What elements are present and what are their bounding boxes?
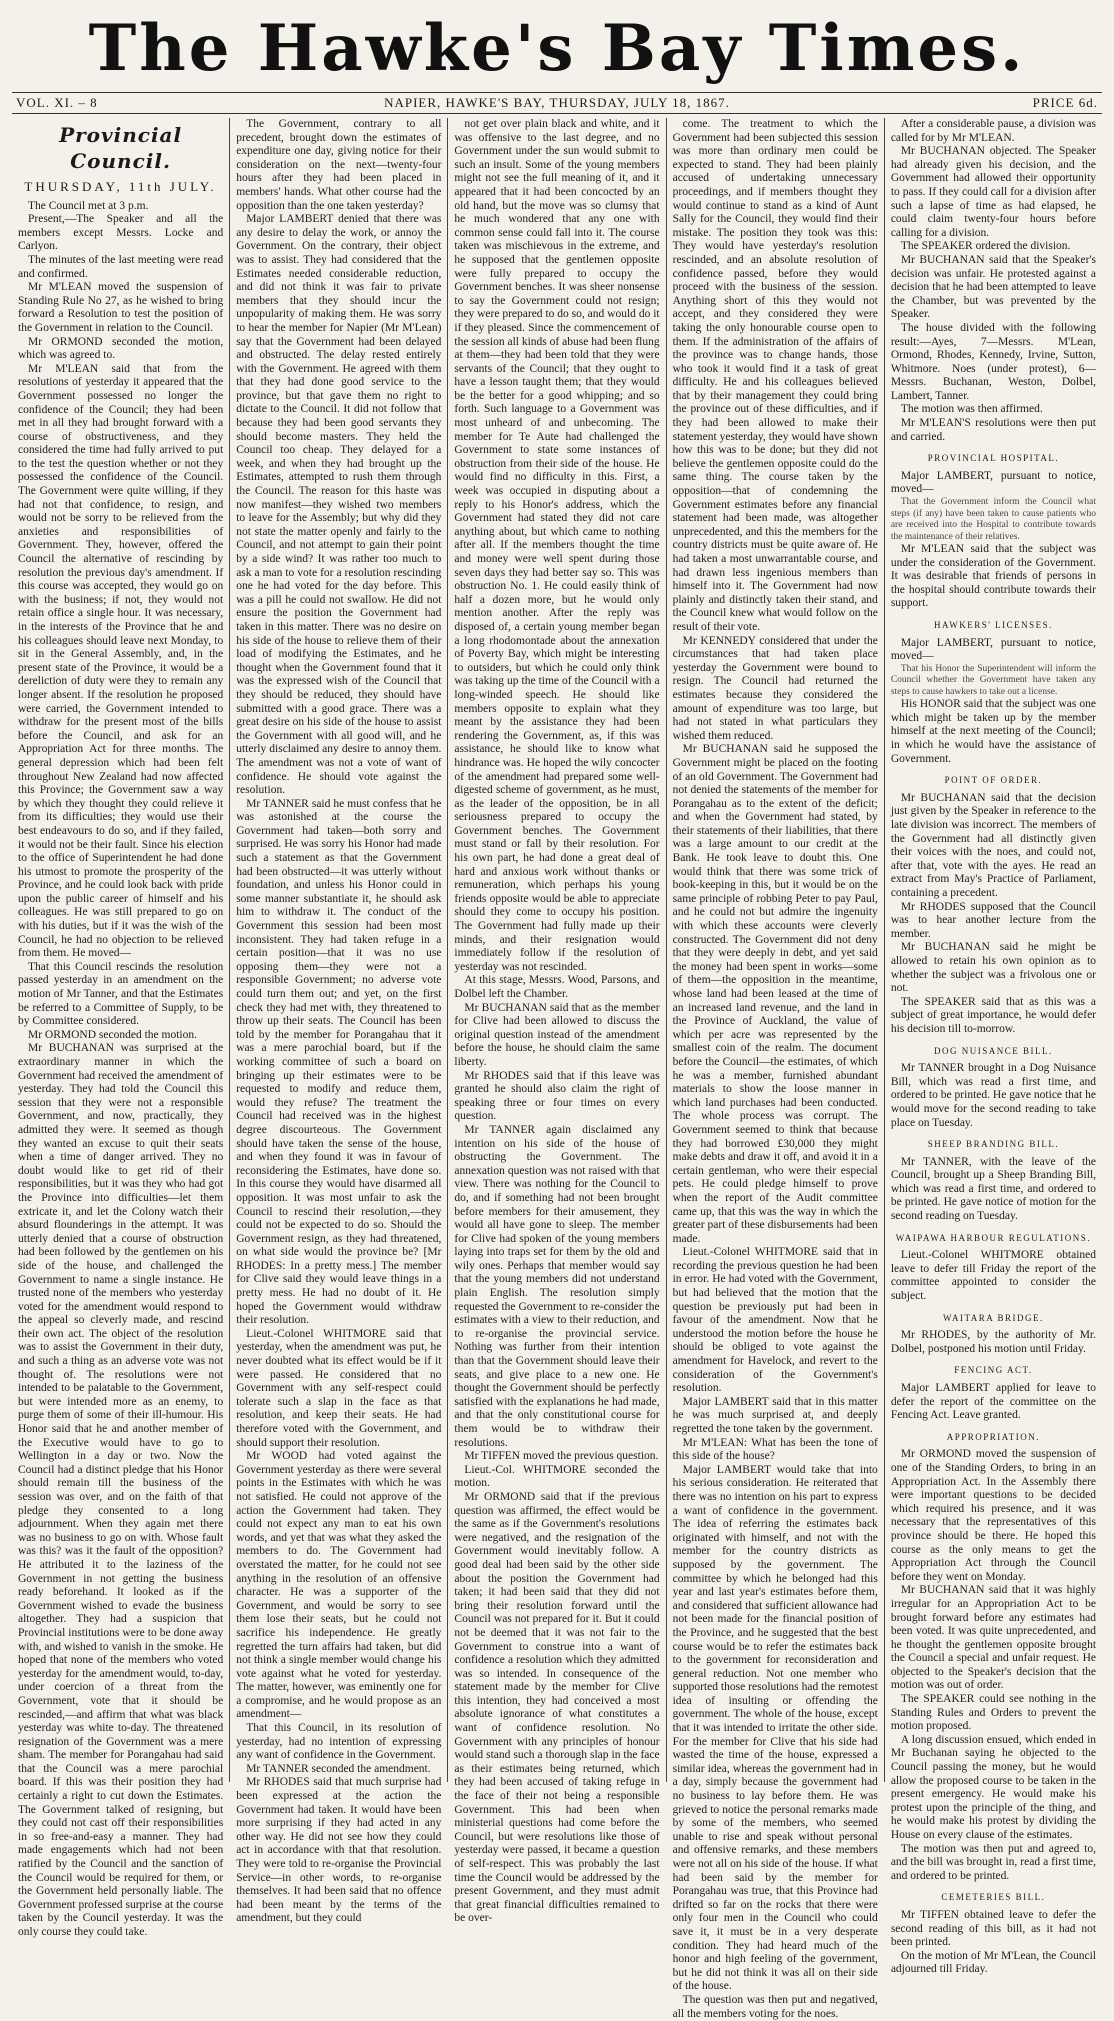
- paragraph: Mr RHODES supposed that the Council was to hear another lecture from the member.: [890, 900, 1097, 940]
- column-text: [891, 118, 1096, 1977]
- paragraph: Lieut.-Col. WHITMORE seconded the motion.: [454, 1463, 660, 1490]
- paragraph: Present,—The Speaker and all the members except Messrs. Locke and Carlyon.: [18, 213, 224, 253]
- paragraph: After a considerable pause, a division was called for by Mr M'LEAN.: [890, 118, 1097, 144]
- paragraph: Mr ORMOND moved the suspension of one of the Standing Orders, to bring in an Appropriation Act. In the Assembly there were important questions to be decided which required his presence, and it was necessary that the representatives of this province should be there. He hoped this course as the only means to get the Appropriation Act through the Council before they went on Monday.: [890, 1448, 1097, 1583]
- paragraph: The SPEAKER said that as this was a subject of great importance, he would defer his decision till to-morrow.: [890, 995, 1097, 1035]
- section-heading: FENCING ACT.: [954, 1365, 1033, 1376]
- paragraph: Major LAMBERT, pursuant to notice, moved—: [890, 469, 1097, 496]
- paragraph: The Government, contrary to all precedent, brought down the estimates of expenditure one day, giving notice for their consideration on the next—twenty-four hours after they had been placed in members' hands. What other course had the opposition than the one taken yesterday?: [236, 118, 442, 212]
- paragraph: Mr TANNER said he must confess that he was astonished at the course the Government had taken—both sorry and surprised. He was sorry his Honor had made such a statement as that the Government had been obstructed—it was utterly without foundation, and unless his Honor could in some manner substantiate it, he should ask him to withdraw it. The conduct of the Government this session had been most inconsistent. They had taken refuge in a certain position—that it was no use opposing them—they were not a responsible Government; no adverse vote could turn them out; and yet, on the first check they had met with, they threatened to throw up their seats. The Council has been told by the member for Porangahau that it was a mere parochial board, but if the working committee of such a board on bringing up their estimates were to be requested to modify and reduce them, would they refuse? The treatment the Council had received was in the highest degree discourteous. The Government should have taken the sense of the house, and when they found it was in favour of reconsidering the Estimates, have done so. In this course they would have disarmed all opposition. It was most unfair to ask the Council to rescind their resolution,—they could not be expected to do so. Should the Government resign, as they had threatened, on what side would the province be? [Mr RHODES: In a pretty mess.] The member for Clive said they would leave things in a pretty mess. He had no doubt of it. He hoped the Government would withdraw their resolution.: [236, 797, 442, 1327]
- price-label: PRICE 6d.: [1032, 95, 1098, 110]
- paragraph: The SPEAKER ordered the division.: [900, 240, 1071, 253]
- paragraph: Mr TANNER brought in a Dog Nuisance Bill, which was read a first time, and ordered to be printed. He gave notice that he would move for the second reading to take place on Tuesday.: [890, 1062, 1097, 1129]
- paragraph: Mr BUCHANAN said he supposed the Government might be placed on the footing of an old Government. The Government had not denied the statements of the member for Porangahau as to the extent of the deficit; and when the Government had stated, by their statements of their liabilities, that there was a large amount to our credit at the Bank. He took leave to doubt this. One would think that there was some trick of book-keeping in this, but it would be on the same principle of robbing Peter to pay Paul, and he could not but admire the ingenuity with which these accounts were cleverly constructed. The Government did not deny that they were deeply in debt, and yet said the money had been spent in works—some of them—the opposition in the meantime, whose land had been leased at the time of an increased land revenue, and the land in the Province of Auckland, the value of which per acre was represented by the smallest coin of the realm. The document before the Council—the estimates, of which he was a member, furnished abundant materials to show the loose manner in which land purchases had been conducted. The whole process was corrupt. The Government seemed to think that because they had borrowed £30,000 they might make debts and draw it off, and avoid it in a certain gentleman, who were their especial pets. He could pledge himself to prove when the report of the Audit committee came up, that this was the way in which the greater part of these disbursements had been made.: [672, 743, 878, 1245]
- section-heading: WAIPAWA HARBOUR REGULATIONS.: [895, 1232, 1092, 1243]
- column-text: [236, 118, 441, 1926]
- paragraph: Mr ORMOND seconded the motion, which was agreed to.: [18, 335, 224, 362]
- paragraph: On the motion of Mr M'Lean, the Council adjourned till Friday.: [890, 1949, 1097, 1976]
- motion-text: That his Honor the Superintendent will inform the Council whether the Government have taken any steps to cause hawkers to take out a license.: [890, 663, 1097, 697]
- motion-text: That the Government inform the Council what steps (if any) have been taken to cause patients who are received into the Hospital to contribute towards the maintenance of their relatives.: [890, 497, 1097, 542]
- paragraph: Lieut.-Colonel WHITMORE said that yesterday, when the amendment was put, he never doubted what its effect would be if it were passed. He considered that no Government with any self-respect could tolerate such a slap in the face as that resolution, and keep their seats. He had therefore voted with the Government, and should support their resolution.: [236, 1327, 442, 1449]
- paragraph: Major LAMBERT would take that into his serious consideration. He reiterated that there was no intention on his part to express a want of confidence in the government. The idea of referring the estimates back originated with himself, and not with the member for the country districts as supposed by the government. The committee by which he belonged had this year and last year's estimates before them, and considered that sufficient allowance had not been made for the financial position of the Province, and he suggested that the best course would be to refer the estimates back to the government for reconsideration and general reduction. Not one member who supported those resolutions had the remotest idea of insulting or offending the government. The whole of the house, except that it was intended to irritate the other side. For the member for Clive that his side had wasted the time of the house, expressed a similar idea, whereas the government had in a day, simply because the government had no business to lay before them. He was grieved to notice the personal remarks made by some of the members, who seemed unable to rise and speak without personal and offensive remarks, and these members were not all on his side of the house. If what had been said by the member for Porangahau was true, that this Province had drifted so far on the rocks that there were only four men in the Council who could save it, it must be in a very desperate condition. They had heard much of the honor and high feeling of the government, but he did not think it was all on their side of the house.: [672, 1463, 878, 1993]
- paragraph: Mr RHODES said that much surprise had been expressed at the action the Government had taken. It would have been more surprising if they had acted in any other way. He did not see how they could act in accordance with that that resolution. They were told to re-organise the Provincial Service—in other words, to re-organise themselves. It had been said that no offence had been meant by the terms of the amendment, but they could: [236, 1776, 442, 1925]
- section-heading: CEMETERIES BILL.: [941, 1892, 1046, 1903]
- volume-number: VOL. XI. – 8: [16, 95, 98, 110]
- column-2: [230, 118, 448, 1925]
- paragraph: Mr TIFFEN moved the previous question.: [464, 1450, 659, 1463]
- paragraph: Mr TANNER, with the leave of the Council, brought up a Sheep Branding Bill, which was read a first time, and ordered to be printed. He gave notice of motion for the second reading on Tuesday.: [890, 1155, 1097, 1223]
- column-4: [667, 118, 885, 2020]
- paragraph: Lieut.-Colonel WHITMORE said that in recording the previous question he had been in error. He had voted with the Government, but had believed that the motion that the question be previously put had been in favour of the amendment. Now that he understood the motion before the house he should be obliged to vote against the amendment for Havelock, and revert to the consideration of the Government's resolution.: [672, 1246, 878, 1395]
- paragraph: The Council met at 3 p.m.: [28, 199, 149, 212]
- paragraph: Mr M'LEAN said that from the resolutions of yesterday it appeared that the Government possessed no longer the confidence of the Council; they had been met in all they had brought forward with a course of obstructiveness, and they considered the time had fully arrived to put to the test the question whether or not they possessed the confidence of the Council. The Government were quite willing, if they had not that confidence, to resign, and would not be sorry to be relieved from the anxieties and responsibilities of Government. They, however, offered the Council the alternative of rescinding by resolution the previous day's amendment. If this course was accepted, they would go on with the business; if not, they would not retain office a single hour. It was necessary, in the interests of the Province that he and his colleagues should leave next Monday, to sit in the General Assembly, and, in the present state of the Province, it would be a dereliction of duty were they to remain any longer absent. If the resolution he proposed were carried, the Government intended to withdraw for the present most of the bills before the Council, and ask for an Appropriation Act for three months. The general depression which had been felt throughout New Zealand had now affected this Province; the Government saw a way by which they thought they could relieve it from its difficulties; they would use their best endeavours to do so, and if they failed, it would not be their fault. Since his election to the office of Superintendent he had done his utmost to promote the prosperity of the Province, and he could look back with pride upon the public career of himself and his colleagues. He was still prepared to go on with his duties, but if it was the wish of the Council, he had no objection to be relieved from them. He moved—: [18, 362, 224, 960]
- paragraph: Mr WOOD had voted against the Government yesterday as there were several points in the Estimates with which he was not satisfied. He could not approve of the action the Government had taken. They could not expect any man to eat his own words, and yet that was what they asked the members to do. The Government had overstated the matter, for he could not see anything in the resolution of an offensive character. He was a supporter of the Government, and would be sorry to see them lose their seats, but he could not sacrifice his independence. He greatly regretted the turn affairs had taken, but did not think a single member would change his vote against what he voted for yesterday. The matter, however, was eminently one for a compromise, and he would propose as an amendment—: [236, 1450, 442, 1721]
- column-text: [454, 118, 659, 1926]
- section-heading: DOG NUISANCE BILL.: [934, 1045, 1053, 1056]
- paragraph: Lieut.-Colonel WHITMORE obtained leave to defer till Friday the report of the committee appointed to consider the subject.: [890, 1249, 1097, 1303]
- paragraph: Mr BUCHANAN said that as the member for Clive had been allowed to discuss the original question instead of the amendment before the house, he should claim the same liberty.: [454, 1001, 660, 1068]
- paragraph: Mr ORMOND said that if the previous question was affirmed, the effect would be the same as if the Government's resolutions were negatived, and the resignation of the Government would inevitably follow. A good deal had been said by the other side about the position the Government had taken; it had been said that they did not bring their resolution forward until the Council was not prepared for it. But it could not be deemed that it was not fair to the Government to construe into a want of confidence a resolution which they admitted was so intended. In consequence of the statement made by the member for Clive this intention, they had conceived a most absolute ignorance of what constitutes a want of confidence resolution. No Government with any principles of honour would stand such a thorough slap in the face as their estimates being returned, which they had been accused of taking refuge in the face of their not being a responsible Government. This had been when ministerial questions had come before the Council, but were resolutions like those of yesterday were passed, it became a question of self-respect. This was probably the last time the Council would be addressed by the present Government, and they must admit that great financial difficulties remained to be over-: [454, 1490, 660, 1925]
- dateline-bar: [12, 92, 1102, 114]
- paragraph: His HONOR said that the subject was one which might be taken up by the member himself at the next meeting of the Council; in which he would have the assistance of Government.: [890, 698, 1097, 765]
- paragraph: Mr M'LEAN'S resolutions were then put and carried.: [890, 417, 1097, 443]
- section-heading: WAITARA BRIDGE.: [943, 1312, 1044, 1323]
- paragraph: That this Council, in its resolution of yesterday, had no intention of expressing any want of confidence in the Government.: [236, 1722, 442, 1762]
- paragraph: Mr TIFFEN obtained leave to defer the second reading of this bill, as it had not been printed.: [890, 1908, 1097, 1949]
- article-columns: [12, 118, 1102, 2020]
- paragraph: come. The treatment to which the Government had been subjected this session was more than ordinary men could be expected to stand. They had been plainly accused of undertaking unnecessary proceedings, and if members thought they would continue to stand as a kind of Aunt Sally for the Council, they would find their mistake. The position they took was this: They would have yesterday's resolution rescinded, and an absolute resolution of confidence passed, before they would proceed with the business of the session. Anything short of this they would not accept, and they considered they were taking the only honourable course open to them. If the administration of the affairs of the province was to change hands, those who took it would find it a task of great difficulty. He and his colleagues believed that by their management they could bring the province out of these difficulties, and if they had been allowed to make their statement yesterday, they would have shown how this was to be done; but they did not believe the gentlemen opposite could do the same thing. The course taken by the opposition—that of condemning the Government estimates before any financial statement had been made, was altogether unprecedented, and this the members for the country districts must be quite aware of. He had taken a most unwarrantable course, and had drawn less ingenious members than himself into it. The Government had now plainly and distinctly taken their stand, and the Council knew what would follow on the result of their vote.: [672, 118, 878, 633]
- paragraph: Mr M'LEAN said that the subject was under the consideration of the Government. It was desirable that friends of persons in the hospital should contribute towards their support.: [890, 543, 1097, 610]
- session-date: THURSDAY, 11th JULY.: [24, 179, 217, 194]
- paragraph: Mr RHODES said that if this leave was granted he should also claim the right of speaking three or four times on every question.: [454, 1069, 660, 1123]
- column-text: [673, 118, 878, 2021]
- column-3: [448, 118, 666, 1925]
- paragraph: not get over plain black and white, and it was offensive to the last degree, and no Government under the sun would submit to such an insult. Some of the young members might not see the full meaning of it, and it appeared that it had been concocted by an old hand, but the move was so clumsy that he much wondered that any one with common sense could fall into it. The course taken was mischievous in the extreme, and he supposed that the gentlemen opposite were fully prepared to occupy the Government benches. It was sheer nonsense to say the Government could not resign; they were prepared to do so, and would do it if they pleased. Since the commencement of the session all kinds of abuse had been flung at them—they had been told that they were servants of the Council; that they ought to have a lesson taught them; that they would be the better for a good whipping; and so forth. Such language to a Government was most unheard of and unbecoming. The member for Te Aute had challenged the Government to state some instances of obstruction from their side of the house. He would find no difficulty in this. First, a week was occupied in disputing about a reply to his Honor's address, which the Government had stated they did not care anything about, but which came to nothing after all. If the members thought the time and money were well spent during those seven days they had better say so. This was obstruction No. 1. He could easily think of half a dozen more, but he would only mention another. After the reply was disposed of, a certain young member began a long rhodomontade about the annexation of Poverty Bay, which might be interesting to outsiders, but which he could only think was taking up the time of the Council with a long-winded speech. He should like members opposite to explain what they meant by the assistance they had been rendering the Government, as, if this was assistance, he should like to know what hindrance was. He hoped the wily concocter of the amendment had prepared some well-digested scheme of government, as he must, as the leader of the opposition, be in all seriousness prepared to occupy the Government benches. The Government must stand or fall by their resolution. For his own part, he had done a great deal of hard and anxious work without thanks or remuneration, which perhaps his young friends opposite would be able to appreciate should they come to occupy his position. The Government had fully made up their minds, and their resignation would immediately follow if the resolution of yesterday was not rescinded.: [454, 118, 660, 973]
- newspaper-masthead: The Hawke's Bay Times.: [88, 11, 1026, 86]
- paragraph: The motion was then affirmed.: [900, 403, 1043, 416]
- paragraph: Mr TANNER seconded the amendment.: [246, 1762, 431, 1775]
- paragraph: The minutes of the last meeting were read and confirmed.: [18, 253, 224, 280]
- section-heading: SHEEP BRANDING BILL.: [927, 1139, 1060, 1150]
- paragraph: Mr BUCHANAN said he might be allowed to retain his own opinion as to whether the subject was a frivolous one or not.: [890, 941, 1097, 995]
- paragraph: Mr BUCHANAN said that the Speaker's decision was unfair. He protested against a decision that he had been attempted to leave the Chamber, but was prevented by the Speaker.: [890, 253, 1097, 321]
- paragraph: The house divided with the following result:—Ayes, 7—Messrs. M'Lean, Ormond, Rhodes, Kennedy, Irvine, Sutton, Whitmore. Noes (under protest), 6—Messrs. Buchanan, Weston, Dolbel, Lambert, Tanner.: [890, 321, 1097, 402]
- paragraph: Mr TANNER again disclaimed any intention on his side of the house of obstructing the Government. The annexation question was not raised with that view. There was nothing for the Council to do, and if something had not been brought before members for their amusement, they would all have gone to sleep. The member for Clive had spoken of the young members laying into traps set for them by the old and wily ones. Perhaps that member would say that the young members did not understand plain English. The resolution simply requested the Government to re-consider the estimates with a view to their reduction, and to re-organise the provincial service. Nothing was further from their intention than that the Government should leave their seats, and give place to a new one. He thought the Government should be perfectly satisfied with the explanations he had made, and that the only constitutional course for them would be to withdraw their resolutions.: [454, 1123, 660, 1449]
- paragraph: The question was then put and negatived, all the members voting for the noes.: [672, 1993, 878, 2020]
- dateline-text: NAPIER, HAWKE'S BAY, THURSDAY, JULY 18, 1867.: [384, 95, 730, 110]
- paragraph: A long discussion ensued, which ended in Mr Buchanan saying he objected to the Council passing the money, but he would allow the proposed course to be taken in the present emergency. He would make his protest upon the principle of the thing, and he would make his protest by dividing the House on every clause of the estimates.: [890, 1733, 1097, 1841]
- article-heading: Provincial Council.: [59, 123, 183, 173]
- paragraph: Major LAMBERT applied for leave to defer the report of the committee on the Fencing Act. Leave granted.: [890, 1382, 1097, 1422]
- paragraph: Mr ORMOND seconded the motion.: [28, 1028, 197, 1041]
- column-5: [885, 118, 1102, 1976]
- paragraph: Mr RHODES, by the authority of Mr. Dolbel, postponed his motion until Friday.: [890, 1329, 1097, 1355]
- section-heading: PROVINCIAL HOSPITAL.: [927, 453, 1060, 464]
- section-heading: HAWKERS' LICENSES.: [933, 620, 1053, 630]
- paragraph: Mr KENNEDY considered that under the circumstances that had taken place yesterday the Government were bound to resign. The Council had returned the estimates because they considered the amount of expenditure was too large, but had not stated in what particulars they wished them reduced.: [672, 634, 878, 742]
- section-heading: APPROPRIATION.: [946, 1431, 1041, 1442]
- paragraph: Major LAMBERT, pursuant to notice, moved—: [890, 636, 1097, 663]
- paragraph: Mr BUCHANAN said that the decision just given by the Speaker in reference to the late division was incorrect. The members of the Government had all distinctly given their voices with the noes, and could not, after that, vote with the ayes. He read an extract from May's Practice of Parliament, containing a precedent.: [890, 791, 1097, 899]
- paragraph: Major LAMBERT said that in this matter he was much surprised at, and deeply regretted the tone taken by the government.: [672, 1395, 878, 1435]
- paragraph: The motion was then put and agreed to, and the bill was brought in, read a first time, and ordered to be printed.: [890, 1842, 1097, 1882]
- paragraph: Mr BUCHANAN objected. The Speaker had already given his decision, and the Government had allowed their opportunity to pass. If they could call for a division after such a lapse of time as had elapsed, he could claim twenty-four hours before calling for a division.: [890, 145, 1097, 239]
- paragraph: Major LAMBERT denied that there was any desire to delay the work, or annoy the Government. On the contrary, their object was to assist. They had considered that the Estimates needed considerable reduction, and did not think it was fair to private members that they should incur the unpopularity of making them. He was sorry to hear the member for Napier (Mr M'Lean) say that the Government had been delayed and obstructed. The delay rested entirely with the Government. He agreed with them that they had done good service to the province, but that gave them no right to dictate to the Council. It did not follow that because they had been good servants they should become masters. They held the Council too cheap. They delayed for a week, and when they had brought up the Estimates, attempted to rush them through the Council. The reason for this haste was now manifest—they wished two members to leave for the Assembly; but why did they not state the matter openly and fairly to the Council, and not attempt to gain their point by a side wind? It was rather too much to ask a man to vote for a resolution rescinding one he had voted for the day before. This was a pill he could not swallow. He did not ensure the position the Government had taken in this matter. There was no desire on his side of the house to relieve them of their load of modifying the Estimates, and he thought when the Government found that it was the expressed wish of the Council that they should be reduced, they should have submitted with a good grace. There was a great desire on his side of the house to assist the Government with all good will, and he utterly disclaimed any desire to annoy them. The amendment was not a vote of want of confidence. He should vote against the resolution.: [236, 213, 442, 797]
- column-1: [12, 118, 230, 1938]
- paragraph: Mr BUCHANAN was surprised at the extraordinary manner in which the Government had received the amendment of yesterday. They had told the Council this session that they were not a responsible Government, and now, practically, they admitted they were. It seemed as though they wanted an excuse to quit their seats when a time of danger arrived. They no doubt would like to get rid of their responsibilities, but it was they who had got the Province into difficulties—let them extricate it, and let the Colony watch their absurd flounderings in the attempt. It was utterly denied that a course of obstruction had been followed by the gentlemen on his side of the house, and challenged the Government to name a single instance. He trusted none of the members who yesterday voted for the amendment would respond to the appeal so cleverly made, and rescind their own act. The object of the resolution was to assist the Government in their duty, and such a thing as an adverse vote was not thought of. The resolutions were not intended to be palatable to the Government, but were intended more as an enemy, to purge them of some of their ill-humour. His Honor said that he and another member of the Executive would have to go to Wellington in a day or two. Now the Council had a distinct pledge that his Honor should remain till the business of the session was over, and on the faith of that pledge they consented to a long adjournment. When they again met there was no business to go on with. Whose fault was this? was it the fault of the opposition? He attributed it to the laziness of the Government in not getting the business ready beforehand. It looked as if the Government wished to evade the business altogether. They had a suspicion that Provincial institutions were to be done away with, and wished to vanish in the smoke. He hoped that none of the members who voted yesterday for the amendment would, to-day, under coercion of a threat from the Government, vote that it should be rescinded,—and affirm that what was black yesterday was white to-day. The threatened resignation of the Government was a mere sham. The member for Porangahau had said that the Council was a mere parochial board. If this was their position they had certainly a right to cut down the Estimates. The Government talked of resigning, but they could not cast off their responsibilities in so free-and-easy a manner. They had made engagements which had not been ratified by the Council and the sanction of the Council would be required for them, or the Government held personally liable. The Government professed surprise at the course taken by the Council yesterday. It was the only course they could take.: [18, 1042, 224, 1938]
- paragraph: That this Council rescinds the resolution passed yesterday in an amendment on the motion of Mr Tanner, and that the Estimates be referred to a Committee of Supply, to be by Committee considered.: [18, 960, 224, 1028]
- paragraph: Mr M'LEAN moved the suspension of Standing Rule No 27, as he wished to bring forward a Resolution to test the position of the Government in relation to the Council.: [18, 281, 224, 334]
- column-text: [18, 200, 223, 1940]
- paragraph: Mr M'LEAN: What has been the tone of this side of the house?: [672, 1436, 878, 1463]
- section-heading: POINT OF ORDER.: [944, 775, 1043, 786]
- paragraph: The SPEAKER could see nothing in the Standing Rules and Orders to prevent the motion proposed.: [890, 1693, 1097, 1733]
- paragraph: At this stage, Messrs. Wood, Parsons, and Dolbel left the Chamber.: [454, 974, 660, 1000]
- paragraph: Mr BUCHANAN said that it was highly irregular for an Appropriation Act to be brought forward before any estimates had been voted. It was quite unprecedented, and he thought the gentlemen opposite brought the Council a special and unfair request. He objected to the Speaker's decision that the motion was out of order.: [890, 1584, 1097, 1692]
